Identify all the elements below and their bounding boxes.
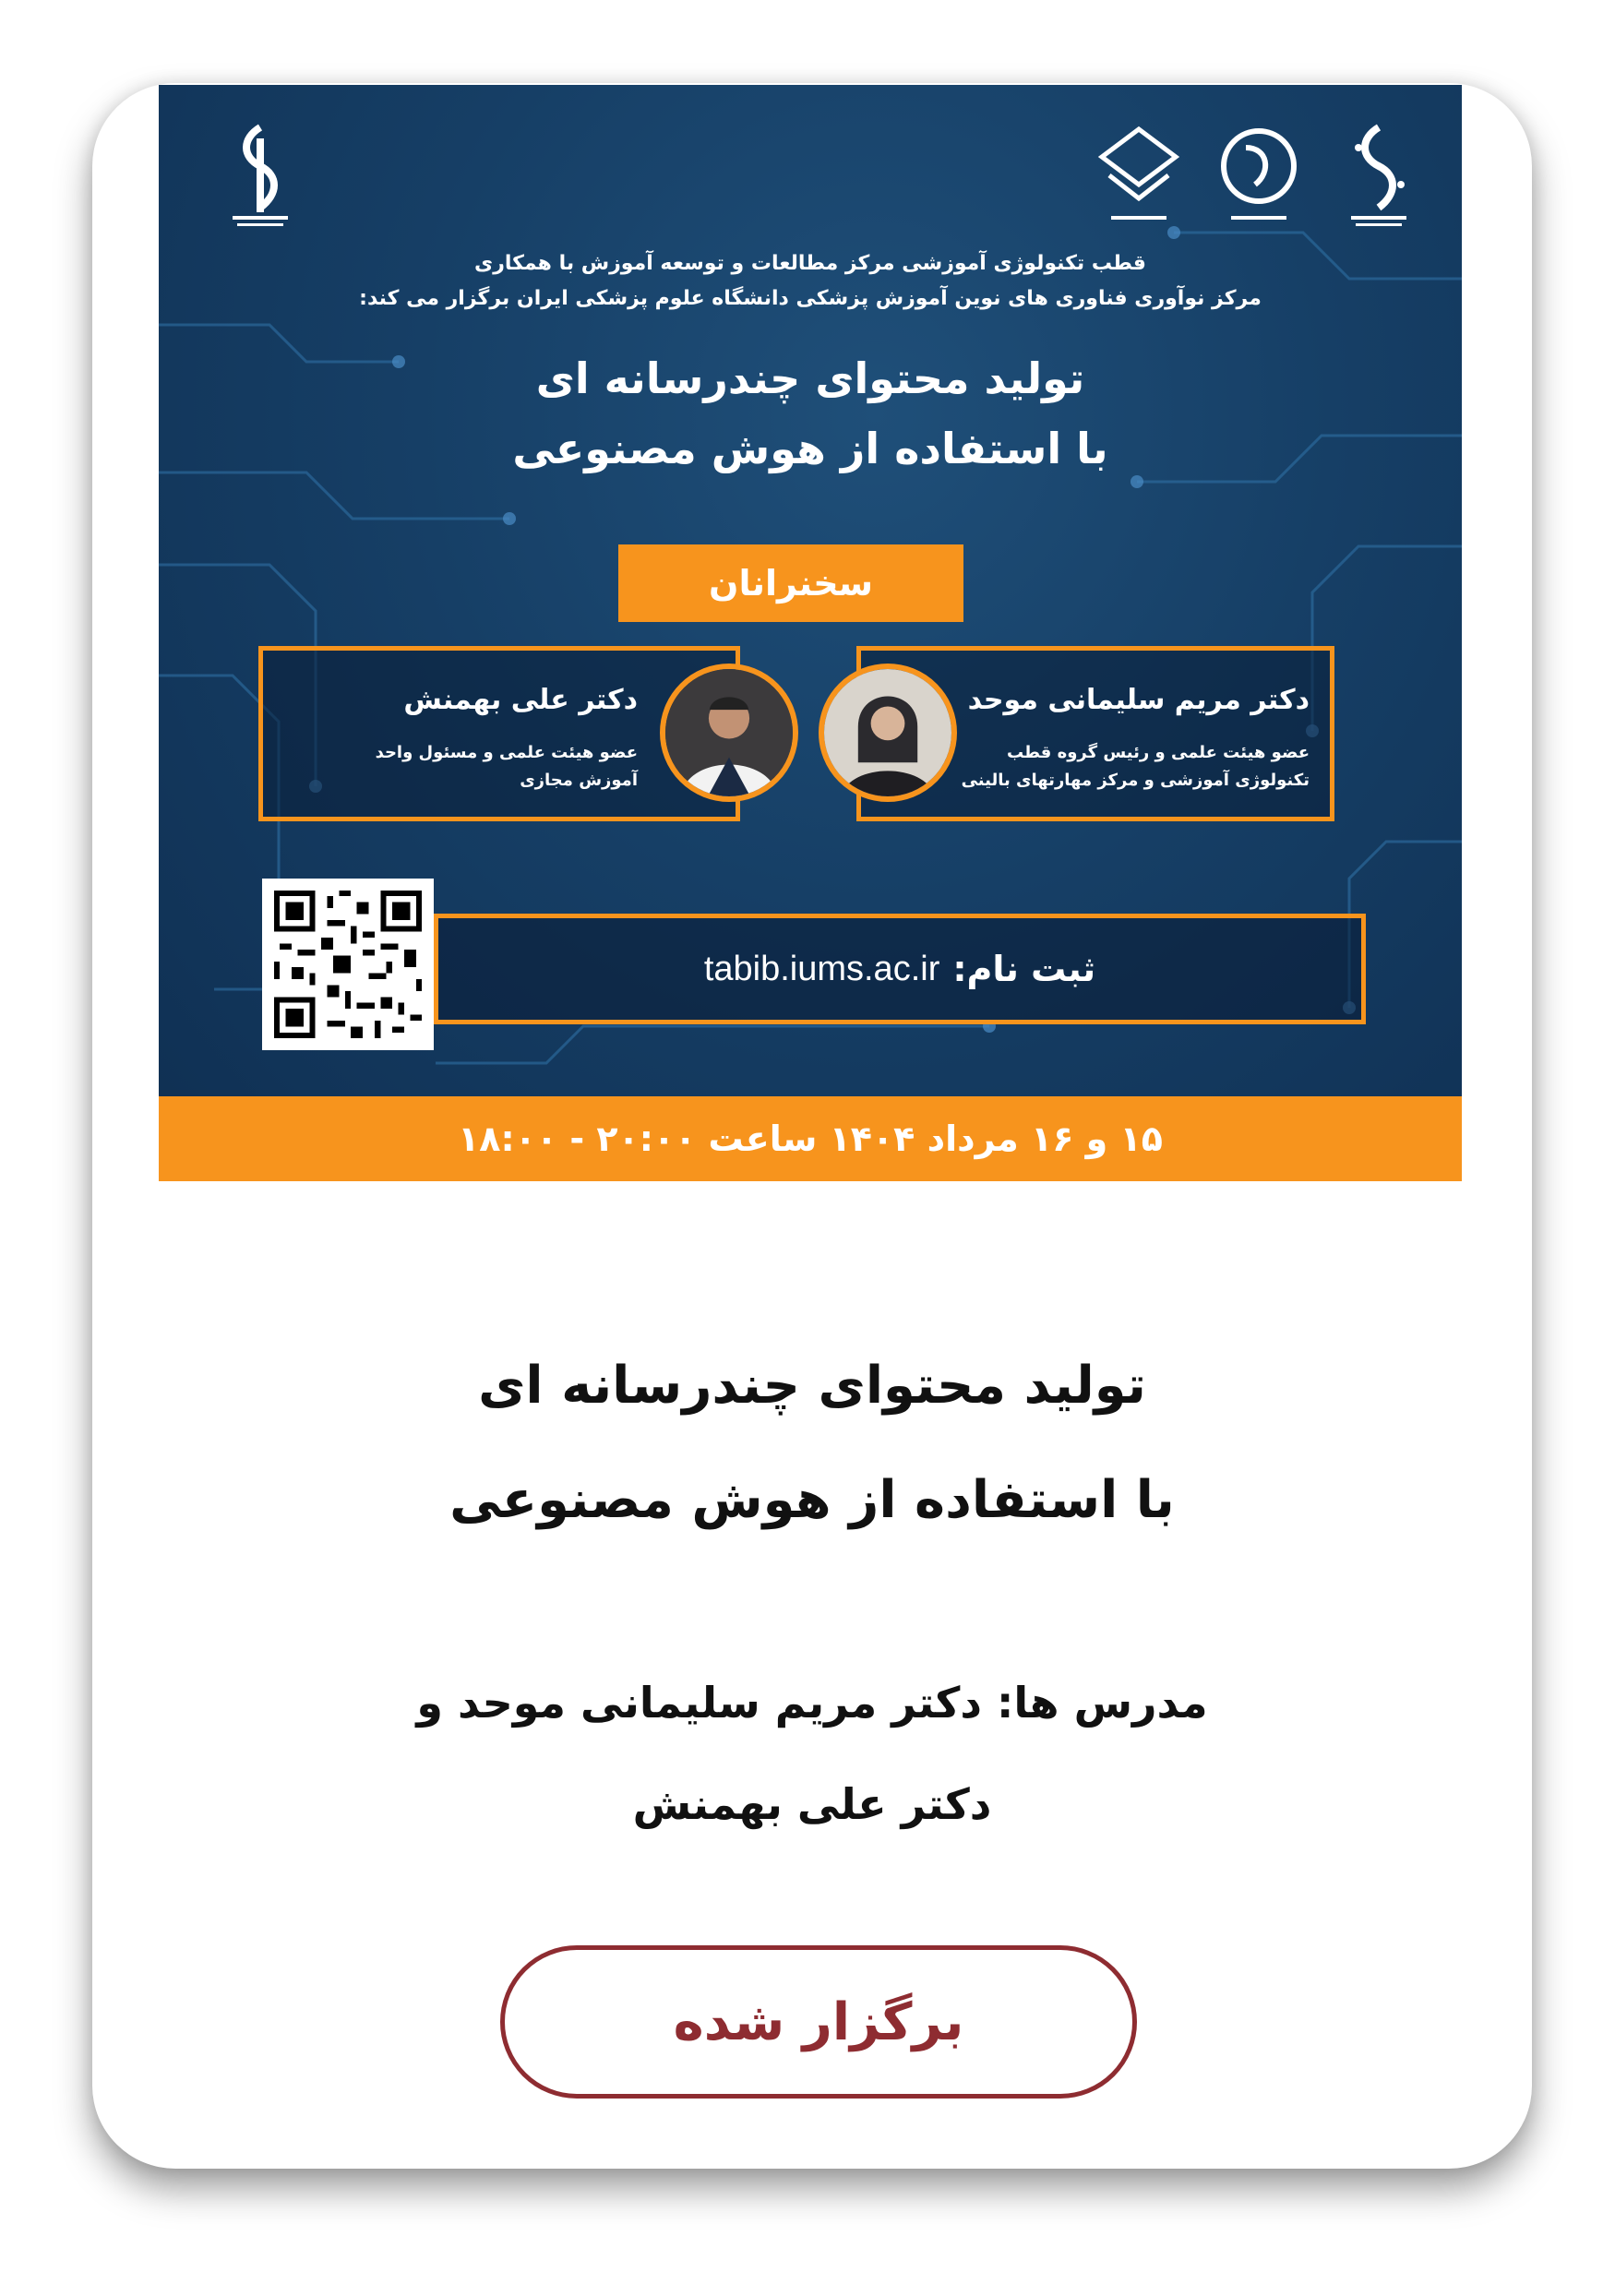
speaker-card-2 — [258, 646, 740, 821]
registration-link[interactable]: tabib.iums.ac.ir — [703, 949, 940, 988]
poster-title — [297, 343, 1323, 484]
speaker-1-photo — [819, 664, 957, 802]
qr-code[interactable] — [262, 879, 434, 1050]
speaker-card-1 — [856, 646, 1334, 821]
speakers-label: سخنرانان — [618, 544, 963, 622]
speaker-1-name: دکتر مریم سلیمانی موحد — [967, 684, 1310, 716]
event-title — [92, 1329, 1532, 1558]
speaker-2-role: عضو هیئت علمی و مسئول واحد آموزش مجازی — [375, 743, 638, 790]
poster-title-line1: تولید محتوای چندرسانه ای — [535, 353, 1085, 403]
poster-title-line2: با استفاده از هوش مصنوعی — [512, 424, 1108, 473]
instructors-line1: مدرس ها: دکتر مریم سلیمانی موحد و — [416, 1678, 1208, 1728]
status-button[interactable]: برگزار شده — [500, 1945, 1137, 2099]
speaker-2-name: دکتر علی بهمنش — [403, 684, 638, 716]
event-date-bar: ۱۵ و ۱۶ مرداد ۱۴۰۴ ساعت ۲۰:۰۰ - ۱۸:۰۰ — [159, 1096, 1462, 1181]
poster-intro-line2: مرکز نوآوری فناوری های نوین آموزش پزشکی دانشگاه علوم پزشکی ایران برگزار می کند: — [359, 287, 1262, 310]
event-poster — [159, 85, 1462, 1181]
instructors-line2: دکتر علی بهمنش — [632, 1779, 992, 1829]
event-title-line2: با استفاده از هوش مصنوعی — [449, 1470, 1175, 1530]
event-title-line1: تولید محتوای چندرسانه ای — [478, 1356, 1146, 1416]
instructors — [92, 1652, 1532, 1855]
registration-box — [434, 914, 1366, 1024]
registration-label: ثبت نام: — [952, 949, 1096, 989]
tech-pole-logo — [1333, 120, 1425, 231]
event-card[interactable] — [92, 83, 1532, 2169]
education-center-logo — [1093, 120, 1185, 231]
poster-intro-line1: قطب تکنولوژی آموزشی مرکز مطالعات و توسعه آموزش با همکاری — [474, 252, 1146, 275]
poster-intro — [251, 246, 1370, 317]
university-logo — [214, 120, 306, 231]
speaker-2-photo — [660, 664, 798, 802]
innovation-center-logo — [1213, 120, 1305, 231]
speaker-1-role: عضو هیئت علمی و رئیس گروه قطب تکنولوژی آموزشی و مرکز مهارتهای بالینی — [961, 743, 1310, 790]
